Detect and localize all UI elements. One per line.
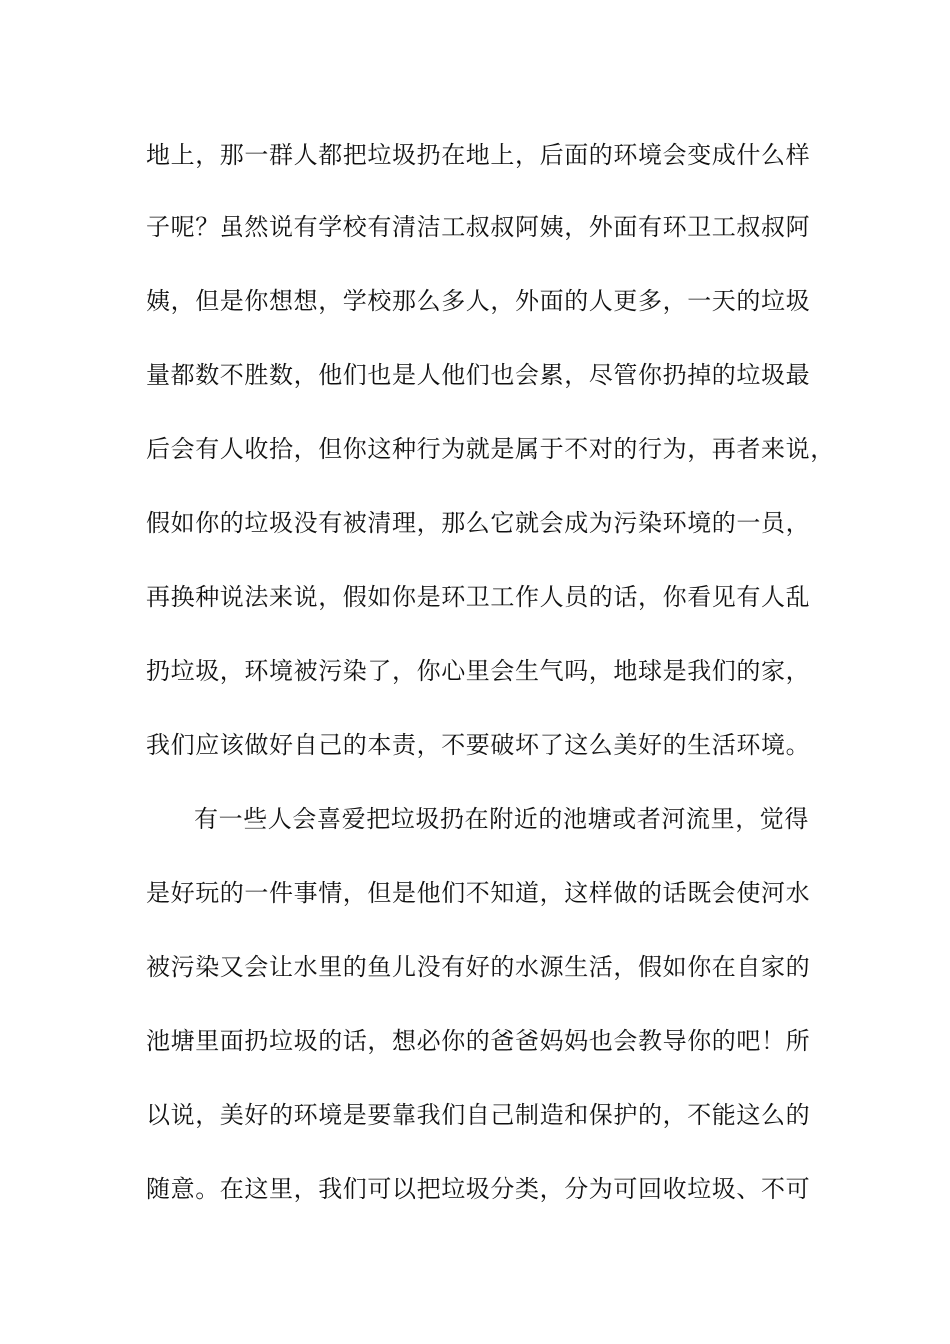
text-line: 后会有人收拾，但你这种行为就是属于不对的行为，再者来说， — [146, 435, 835, 463]
text-line: 再换种说法来说，假如你是环卫工作人员的话，你看见有人乱 — [146, 583, 811, 611]
text-line: 姨，但是你想想，学校那么多人，外面的人更多，一天的垃圾 — [146, 287, 811, 315]
text-line: 以说，美好的环境是要靠我们自己制造和保护的，不能这么的 — [146, 1101, 811, 1129]
text-line: 被污染又会让水里的鱼儿没有好的水源生活，假如你在自家的 — [146, 953, 811, 981]
text-line: 扔垃圾，环境被污染了，你心里会生气吗，地球是我们的家， — [146, 657, 811, 685]
paragraph-start-line: 有一些人会喜爱把垃圾扔在附近的池塘或者河流里，觉得 — [194, 805, 809, 833]
text-line: 量都数不胜数，他们也是人他们也会累，尽管你扔掉的垃圾最 — [146, 361, 811, 389]
text-line: 假如你的垃圾没有被清理，那么它就会成为污染环境的一员， — [146, 509, 811, 537]
text-line: 地上，那一群人都把垃圾扔在地上，后面的环境会变成什么样 — [146, 141, 811, 169]
text-line: 我们应该做好自己的本责，不要破坏了这么美好的生活环境。 — [146, 731, 811, 759]
text-line: 是好玩的一件事情，但是他们不知道，这样做的话既会使河水 — [146, 879, 811, 907]
text-line: 池塘里面扔垃圾的话，想必你的爸爸妈妈也会教导你的吧！所 — [146, 1027, 811, 1055]
text-line: 随意。在这里，我们可以把垃圾分类，分为可回收垃圾、不可 — [146, 1175, 811, 1203]
text-line: 子呢？虽然说有学校有清洁工叔叔阿姨，外面有环卫工叔叔阿 — [146, 213, 811, 241]
